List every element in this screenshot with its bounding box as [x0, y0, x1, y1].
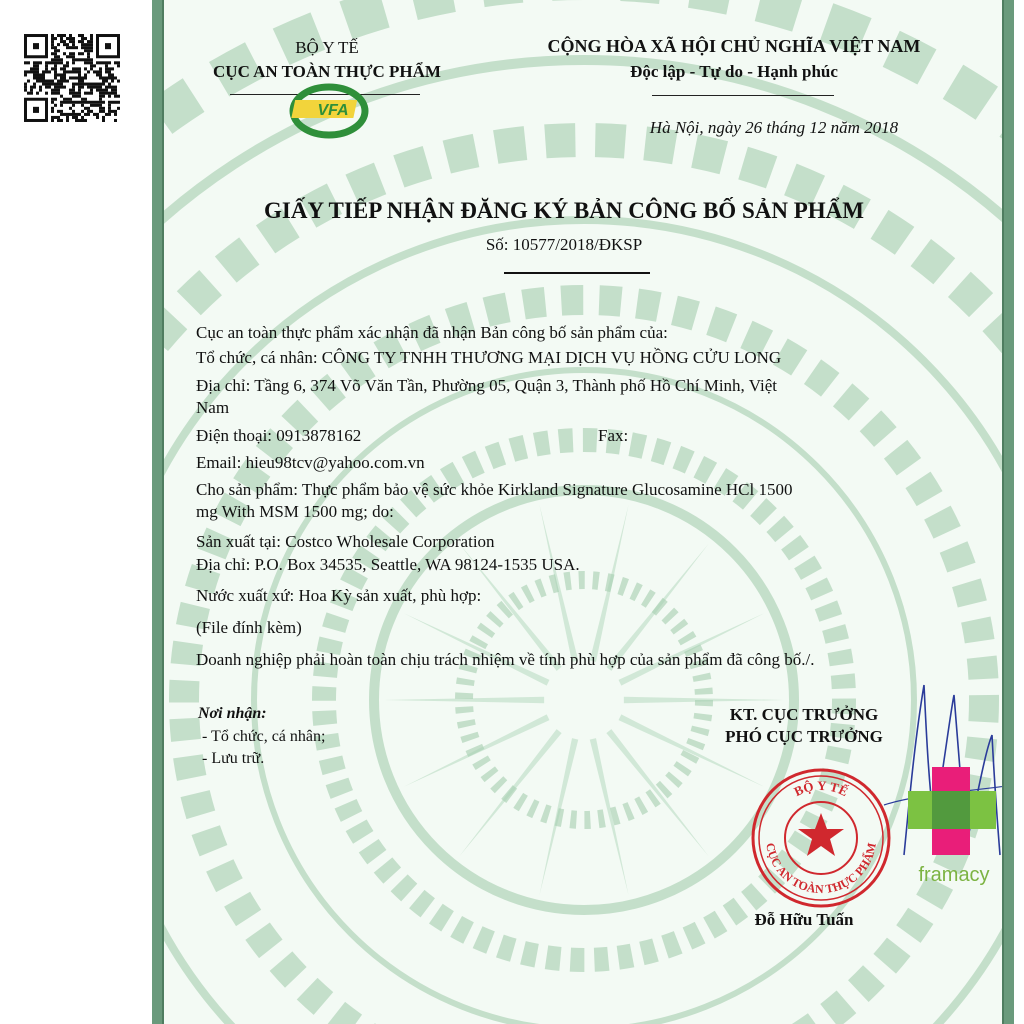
national-motto: Độc lập - Tự do - Hạnh phúc [630, 62, 838, 81]
drum-star-ray [619, 714, 765, 786]
product-line-2: mg With MSM 1500 mg; do: [196, 502, 394, 521]
title-rule [504, 272, 650, 274]
product-line-1: Cho sản phẩm: Thực phẩm bảo vệ sức khỏe Kirkland Signature Glucosamine HCl 1500 [196, 480, 793, 499]
recipient-item: - Tổ chức, cá nhân; [202, 728, 326, 745]
drum-star-ray [404, 714, 550, 786]
signer-role-2: PHÓ CỤC TRƯỞNG [725, 727, 883, 746]
star-icon [798, 813, 844, 856]
vfa-logo [279, 82, 379, 140]
recipients-heading: Nơi nhận: [198, 705, 267, 722]
certificate-frame [152, 0, 1014, 1024]
stamp-top-text: BỘ Y TẾ [791, 777, 851, 800]
document-number: Số: 10577/2018/ĐKSP [485, 235, 643, 254]
drum-star-ray [606, 729, 708, 856]
header-right-rule [652, 95, 834, 96]
agency-name: CỤC AN TOÀN THỰC PHẨM [213, 62, 441, 81]
vfa-logo-text: VFA [317, 102, 349, 119]
manufacturer-line: Sản xuất tại: Costco Wholesale Corporation [196, 532, 495, 551]
recipient-item: - Lưu trữ. [202, 750, 265, 767]
signer-name: Đỗ Hữu Tuấn [754, 910, 854, 929]
country-name: CỘNG HÒA XÃ HỘI CHỦ NGHĨA VIỆT NAM [547, 36, 921, 56]
address-line-2: Nam [196, 398, 230, 417]
drum-star-ray [539, 505, 578, 662]
qr-code [24, 34, 120, 122]
certificate-paper [162, 0, 1004, 1024]
email-line: Email: hieu98tcv@yahoo.com.vn [196, 453, 425, 472]
document-title: GIẤY TIẾP NHẬN ĐĂNG KÝ BẢN CÔNG BỐ SẢN PHẨM [264, 198, 864, 223]
organization-line: Tổ chức, cá nhân: CÔNG TY TNHH THƯƠNG MẠI DỊCH VỤ HỒNG CỬU LONG [196, 348, 782, 367]
attachment-line: (File đính kèm) [196, 618, 302, 637]
signer-role-1: KT. CỤC TRƯỞNG [729, 705, 879, 724]
address-line-1: Địa chỉ: Tầng 6, 374 Võ Văn Tần, Phường 05, Quận 3, Thành phố Hồ Chí Minh, Việt [196, 376, 777, 395]
fax-line: Fax: [598, 426, 629, 445]
stamp-ring-text: CỤC AN TOÀN THỰC PHẨM [763, 841, 879, 897]
phone-line: Điện thoại: 0913878162 [196, 426, 362, 445]
drum-star-ray [590, 738, 629, 895]
issue-date: Hà Nội, ngày 26 tháng 12 năm 2018 [649, 118, 899, 137]
framacy-brand-text: framacy [918, 864, 990, 886]
intro-line: Cục an toàn thực phẩm xác nhận đã nhận Bản công bố sản phẩm của: [196, 323, 668, 342]
responsibility-line: Doanh nghiệp phải hoàn toàn chịu trách nhiệm về tính phù hợp của sản phẩm đã công bố./. [196, 650, 815, 669]
origin-line: Nước xuất xứ: Hoa Kỳ sản xuất, phù hợp: [196, 586, 482, 605]
framacy-logo [904, 765, 1004, 887]
ministry-name: BỘ Y TẾ [295, 38, 359, 57]
manufacturer-address: Địa chỉ: P.O. Box 34535, Seattle, WA 98124-1535 USA. [196, 555, 580, 574]
